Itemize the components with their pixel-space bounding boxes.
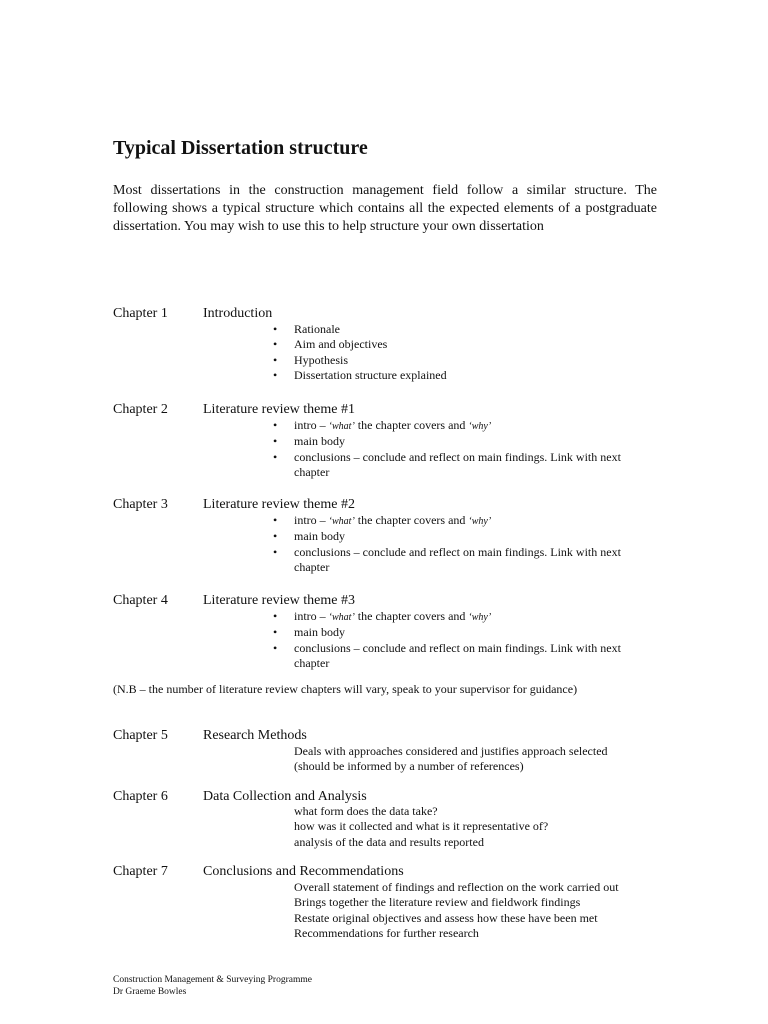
chapter-item: how was it collected and what is it representative of? [294, 819, 549, 834]
chapter-item: • Rationale [294, 322, 654, 337]
chapter-title: Literature review theme #2 [203, 497, 355, 512]
chapter-item: analysis of the data and results reported [294, 834, 484, 849]
chapter-title: Research Methods [203, 728, 307, 743]
chapter-item: • main body [294, 434, 654, 449]
chapter-item-list [294, 418, 654, 480]
chapter-item: • conclusions – conclude and reflect on main findings. Link with next chapter [294, 545, 654, 576]
chapter-item: what form does the data take? [294, 804, 438, 818]
footer-author: Dr Graeme Bowles [113, 987, 187, 997]
chapter-item-list [294, 322, 654, 383]
item-emphasis: ‘what’ [328, 612, 355, 623]
chapter-item [294, 609, 654, 625]
chapter-item: • Dissertation structure explained [294, 368, 654, 383]
item-text: the chapter covers and [354, 418, 469, 432]
chapter-number: Chapter 7 [113, 864, 168, 879]
item-emphasis: ‘why’ [468, 612, 492, 623]
chapter-item: Overall statement of findings and reflection on the work carried out [294, 880, 619, 894]
chapter-title: Literature review theme #3 [203, 593, 355, 608]
chapter-title: Conclusions and Recommendations [203, 864, 404, 879]
item-emphasis: ‘why’ [468, 421, 492, 432]
chapter-item-list [294, 513, 654, 575]
chapter-item-list [294, 609, 654, 671]
chapter-item-list [294, 744, 654, 775]
page-title: Typical Dissertation structure [113, 137, 368, 159]
chapter-item [294, 418, 654, 434]
chapter-item: • conclusions – conclude and reflect on main findings. Link with next chapter [294, 641, 654, 672]
chapter-item: Recommendations for further research [294, 925, 479, 940]
literature-review-note: (N.B – the number of literature review chapters will vary, speak to your supervisor for guidance) [113, 682, 578, 696]
item-text: intro – [294, 418, 329, 432]
item-text: the chapter covers and [354, 609, 469, 623]
item-emphasis: ‘why’ [468, 516, 492, 527]
chapter-number: Chapter 3 [113, 497, 168, 512]
chapter-item: • main body [294, 529, 654, 544]
chapter-item: • Aim and objectives [294, 337, 654, 352]
chapter-item: Restate original objectives and assess how these have been met [294, 910, 598, 925]
chapter-item-list [294, 804, 654, 850]
chapter-number: Chapter 5 [113, 728, 168, 743]
chapter-number: Chapter 1 [113, 306, 168, 321]
item-emphasis: ‘what’ [328, 421, 355, 432]
chapter-number: Chapter 6 [113, 789, 168, 804]
chapter-item: • main body [294, 625, 654, 640]
item-text: intro – [294, 609, 329, 623]
chapter-title: Data Collection and Analysis [203, 789, 367, 804]
chapter-item-list [294, 880, 654, 941]
item-text: intro – [294, 513, 329, 527]
chapter-item: • Hypothesis [294, 353, 654, 368]
chapter-number: Chapter 4 [113, 593, 168, 608]
chapter-item: Deals with approaches considered and justifies approach selected [294, 744, 608, 758]
chapter-item: • conclusions – conclude and reflect on main findings. Link with next chapter [294, 450, 654, 481]
intro-paragraph: Most dissertations in the construction management field follow a similar structure. The following shows a typical structure which contains all the expected elements of a postgraduate dissertation. You may wish to use this to help structure your own dissertation [113, 183, 657, 234]
footer [113, 974, 312, 998]
item-emphasis: ‘what’ [328, 516, 355, 527]
chapter-title: Introduction [203, 306, 273, 321]
chapter-item: (should be informed by a number of references) [294, 759, 524, 774]
chapter-item: Brings together the literature review and fieldwork findings [294, 895, 581, 910]
chapter-item [294, 513, 654, 529]
chapter-title: Literature review theme #1 [203, 402, 355, 417]
item-text: the chapter covers and [354, 513, 469, 527]
footer-programme: Construction Management & Surveying Programme [113, 975, 312, 985]
chapter-number: Chapter 2 [113, 402, 168, 417]
